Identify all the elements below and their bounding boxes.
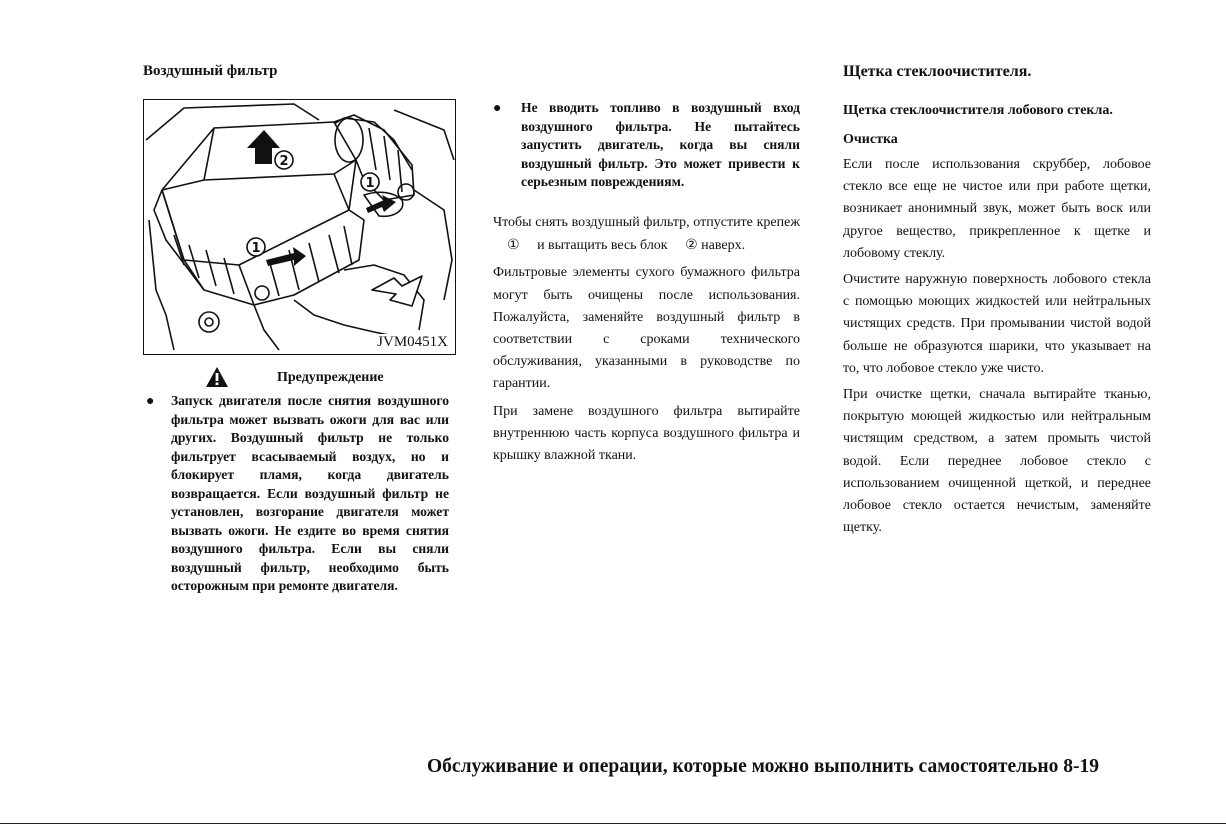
removal-text-a: Чтобы снять воздушный фильтр, отпустите крепеж (493, 215, 800, 230)
warning-header (143, 366, 456, 390)
replacement-paragraph: При замене воздушного фильтра вытирайте внутреннюю часть корпуса воздушного фильтра и крышку влажной ткани. (493, 403, 800, 464)
air-filter-illustration (143, 99, 456, 355)
warning-text: Запуск двигателя после снятия воздушного фильтра может вызвать ожоги для вас или других. Воздушный фильтр не только фильтрует всасываемый воздух, но и блокирует пламя, когда двигатель возвращается. Если воздушный фильтр не установлен, возгорание двигателя может вызвать ожоги. Не ездите во время снятия воздушного фильтра. Если вы сняли воздушный фильтр, необходимо быть осторожным при ремонте двигателя. (171, 393, 449, 593)
callout-1-left: 1 (251, 241, 261, 256)
figure-code: JVM0451X (377, 334, 448, 350)
subsection-title-windshield-wiper: Щетка стеклоочистителя лобового стекла. (843, 103, 1113, 118)
air-filter-drawing (144, 100, 456, 355)
bullet-icon: ● (493, 101, 502, 116)
cleaning-paragraph-1: Если после использования скруббер, лобовое стекло все еще не чистое или при работе щетки, возникает анонимный звук, может быть воск или другое вещество, прикрепленное к щетке и лобовому стеклу. (843, 157, 1151, 261)
page-footer: Обслуживание и операции, которые можно выполнить самостоятельно 8-19 (427, 756, 1099, 777)
filter-elements-paragraph: Фильтровые элементы сухого бумажного фильтра могут быть очищены после использования. Пожалуйста, заменяйте воздушный фильтр в соответствии с сроками технического обслуживания, указанными в руководстве по гарантии. (493, 265, 800, 392)
removal-paragraph (493, 212, 800, 257)
bullet-icon: ● (146, 394, 155, 409)
circled-one: ① (507, 237, 520, 254)
removal-text-b: и вытащить весь блок (537, 238, 668, 254)
callout-1-right: 1 (365, 176, 375, 191)
cleaning-instructions (843, 154, 1151, 543)
cleaning-paragraph-2: Очистите наружную поверхность лобового стекла с помощью моющих жидкостей или нейтральных чистящих средств. При промывании чистой водой больше не образуются шарики, что указывает на то, что лобовое стекло уже чисто. (843, 272, 1151, 376)
section-title-wiper-blade: Щетка стеклоочистителя. (843, 63, 1032, 80)
circled-two: ② (685, 237, 698, 254)
cleaning-heading: Очистка (843, 132, 898, 147)
caution-text: Не вводить топливо в воздушный вход воздушного фильтра. Не пытайтесь запустить двигатель, когда вы сняли воздушный фильтр. Это может привести к серьезным повреждениям. (521, 100, 800, 189)
callout-2: 2 (279, 154, 289, 169)
cleaning-paragraph-3: При очистке щетки, сначала вытирайте тканью, покрытую моющей жидкостью или нейтральным чистящим средством, а затем промыть чистой водой. Если переднее лобовое стекло с использованием очищенной щеткой, и переднее лобовое стекло остается нечистым, заменяйте щетку. (843, 387, 1151, 536)
removal-text-c: наверх. (701, 238, 746, 254)
air-filter-instructions (493, 212, 800, 472)
section-title-air-filter: Воздушный фильтр (143, 63, 278, 79)
bottom-rule (0, 823, 1226, 824)
warning-triangle-icon (205, 366, 229, 388)
warning-title: Предупреждение (277, 370, 384, 385)
